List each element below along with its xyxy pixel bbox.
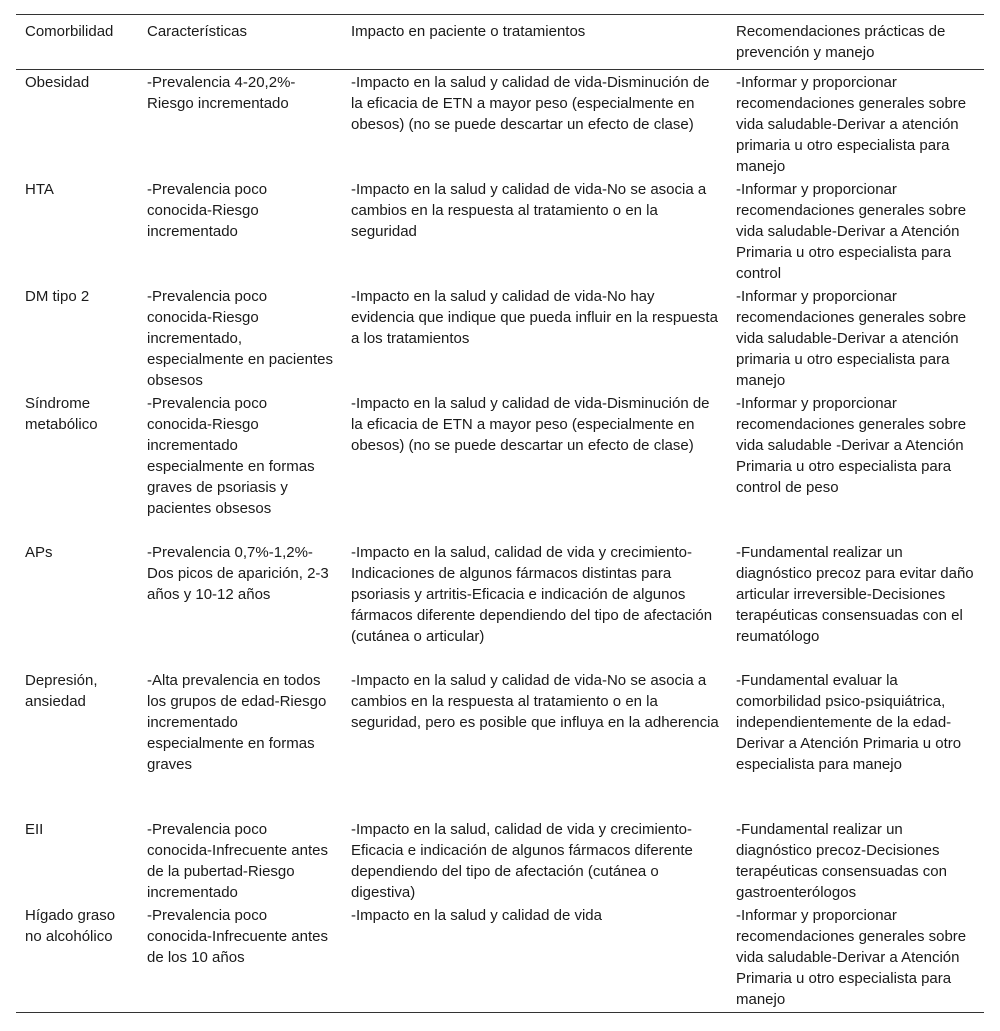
cell-characteristics: -Prevalencia poco conocida-Riesgo incrementado [147, 181, 268, 240]
cell-recommendations: -Informar y proporcionar recomendaciones generales sobre vida saludable-Derivar a atención primaria u otro especialista para manejo [736, 74, 967, 175]
cell-impact: -Impacto en la salud, calidad de vida y crecimiento-Indicaciones de algunos fármacos distintas para psoriasis y artritis-Eficacia e indicación de algunos fármacos diferente dependiendo del tipo de afectación (cutánea o articular) [351, 544, 713, 645]
comorbidity-table [16, 14, 984, 1013]
cell-recommendations: -Informar y proporcionar recomendaciones generales sobre vida saludable-Derivar a atención primaria u otro especialista para manejo [736, 288, 967, 389]
table-row [16, 70, 984, 178]
cell-characteristics: -Prevalencia poco conocida-Riesgo incrementado especialmente en formas graves de psoriasis y pacientes obsesos [147, 395, 315, 517]
cell-impact: -Impacto en la salud y calidad de vida-No se asocia a cambios en la respuesta al tratamiento o en la seguridad [351, 181, 707, 240]
cell-comorbidity: EII [25, 821, 44, 838]
table-row [16, 817, 984, 903]
cell-comorbidity: Depresión, ansiedad [25, 672, 98, 710]
cell-comorbidity: APs [25, 544, 53, 561]
header-recommendations: Recomendaciones prácticas de prevención y manejo [727, 15, 984, 70]
table-row [16, 903, 984, 1012]
cell-recommendations: -Fundamental realizar un diagnóstico precoz-Decisiones terapéuticas consensuadas con gastroenterólogos [736, 821, 947, 901]
table-row [16, 284, 984, 391]
header-impact: Impacto en paciente o tratamientos [342, 15, 727, 70]
cell-recommendations: -Informar y proporcionar recomendaciones generales sobre vida saludable-Derivar a Atención Primaria u otro especialista para manejo [727, 903, 984, 1012]
cell-comorbidity: Síndrome metabólico [25, 395, 98, 433]
cell-impact: -Impacto en la salud y calidad de vida-No hay evidencia que indique que pueda influir en la respuesta a los tratamientos [351, 288, 718, 347]
cell-characteristics: -Prevalencia 0,7%-1,2%-Dos picos de aparición, 2-3 años y 10-12 años [147, 544, 329, 603]
cell-recommendations: -Informar y proporcionar recomendaciones generales sobre vida saludable-Derivar a Atención Primaria u otro especialista para control [736, 181, 967, 282]
table-header-row [16, 15, 984, 70]
cell-impact: -Impacto en la salud y calidad de vida-Disminución de la eficacia de ETN a mayor peso (especialmente en obesos) (no se puede descartar un efecto de clase) [351, 395, 710, 454]
cell-comorbidity: Hígado graso no alcohólico [16, 903, 138, 1012]
cell-characteristics: -Alta prevalencia en todos los grupos de edad-Riesgo incrementado especialmente en formas graves [147, 672, 327, 773]
table-row [16, 668, 984, 817]
cell-characteristics: -Prevalencia poco conocida-Riesgo incrementado, especialmente en pacientes obsesos [147, 288, 333, 389]
cell-impact: -Impacto en la salud y calidad de vida-Disminución de la eficacia de ETN a mayor peso (especialmente en obesos) (no se puede descartar un efecto de clase) [351, 74, 710, 133]
cell-comorbidity: Obesidad [25, 74, 90, 91]
table-row [16, 177, 984, 284]
cell-impact: -Impacto en la salud, calidad de vida y crecimiento-Eficacia e indicación de algunos fármacos diferente dependiendo del tipo de afectación (cutánea o digestiva) [351, 821, 693, 901]
table-row [16, 540, 984, 668]
cell-comorbidity: DM tipo 2 [25, 288, 90, 305]
cell-recommendations: -Fundamental evaluar la comorbilidad psico-psiquiátrica, independientemente de la edad-Derivar a Atención Primaria u otro especialista para manejo [736, 672, 962, 773]
cell-impact: -Impacto en la salud y calidad de vida-No se asocia a cambios en la respuesta al tratamiento o en la seguridad, pero es posible que influya en la adherencia [351, 672, 719, 731]
cell-recommendations: -Fundamental realizar un diagnóstico precoz para evitar daño articular irreversible-Decisiones terapéuticas consensuadas con el reumatólogo [736, 544, 974, 645]
cell-characteristics: -Prevalencia poco conocida-Infrecuente antes de la pubertad-Riesgo incrementado [147, 821, 328, 901]
cell-impact: -Impacto en la salud y calidad de vida [342, 903, 727, 1012]
header-comorbidity: Comorbilidad [16, 15, 138, 70]
table-row [16, 391, 984, 540]
cell-comorbidity: HTA [25, 181, 54, 198]
cell-recommendations: -Informar y proporcionar recomendaciones generales sobre vida saludable -Derivar a Atención Primaria u otro especialista para control de peso [736, 395, 967, 496]
cell-characteristics: -Prevalencia poco conocida-Infrecuente antes de los 10 años [138, 903, 342, 1012]
cell-characteristics: -Prevalencia 4-20,2%-Riesgo incrementado [147, 74, 296, 112]
header-characteristics: Características [138, 15, 342, 70]
